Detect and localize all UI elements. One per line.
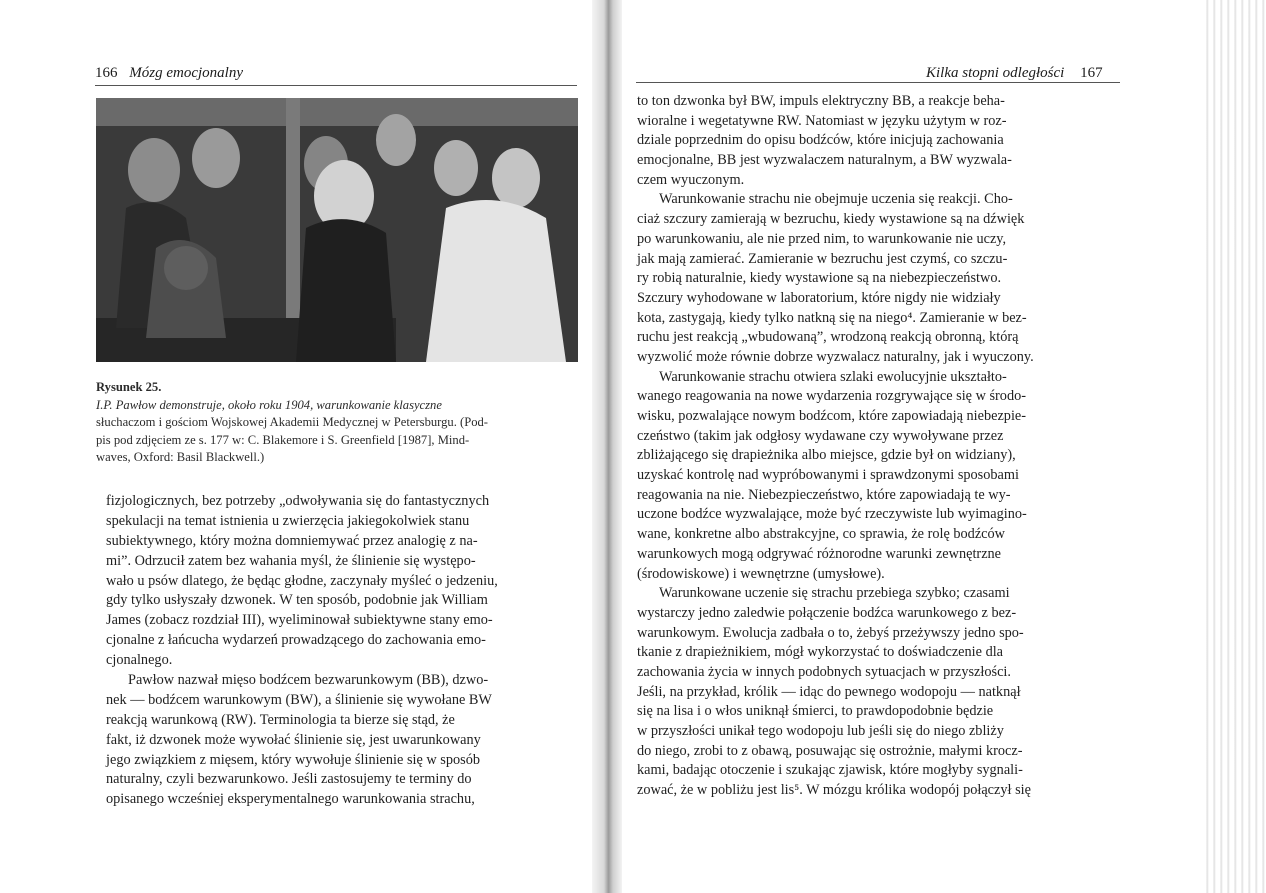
right-running-title: Kilka stopni odległości [926,65,1065,81]
caption-line: I.P. Pawłow demonstruje, około roku 1904, warunkowanie klasyczne [96,397,442,412]
text-line: kota, zastygają, kiedy tylko natkną się na niego⁴. Zamieranie w bez- [637,309,1027,326]
right-running-head [926,64,1103,82]
text-line: po warunkowaniu, ale nie przed nim, to warunkowanie nie uczy, [637,230,1007,247]
text-line: naturalny, czyli bezwarunkowo. Jeśli zastosujemy te terminy do [106,771,472,788]
left-header-rule [95,85,577,86]
text-line: do niego, zrobi to z obawą, posuwając się ostrożnie, małymi krocz- [637,742,1023,759]
book-gutter [592,0,622,893]
caption-line: waves, Oxford: Basil Blackwell.) [96,450,265,464]
text-line: Pawłow nazwał mięso bodźcem bezwarunkowym (BB), dzwo- [128,672,489,689]
text-line: warunkowych mogą odgrywać różnorodne warunki zewnętrzne [637,545,1002,562]
right-body-text [637,92,1122,801]
text-line: jego związkiem z mięsem, który wywołuje ślinienie się w sposób [106,751,481,768]
figure-caption [96,379,578,467]
text-line: czeństwo (takim jak odgłosy wydawane czy wywoływane przez [637,427,1004,444]
text-line: emocjonalne, BB jest wyzwalaczem naturalnym, a BW wyzwala- [637,152,1012,169]
text-line: jak mają zamierać. Zamieranie w bezruchu jest czymś, co szczu- [637,250,1008,267]
right-header-rule [636,82,1120,83]
text-line: czem wyuczonym. [637,171,745,188]
caption-line: pis pod zdjęciem ze s. 177 w: C. Blakemore i S. Greenfield [1987], Mind- [96,432,470,447]
right-page-number: 167 [1080,65,1103,81]
text-line: James (zobacz rozdział III), wyeliminował subiektywne stany emo- [106,612,493,629]
text-line: wystarczy jedno zaledwie połączenie bodźca warunkowego z bez- [637,604,1017,621]
text-line: spekulacji na temat istnienia u zwierzęcia jakiegokolwiek stanu [106,512,470,529]
text-line: nek — bodźcem warunkowym (BW), a ślinienie się wywołane BW [106,691,492,708]
text-line: Warunkowanie strachu nie obejmuje uczenia się reakcji. Cho- [659,191,1013,208]
pavlov-photograph [96,98,578,362]
left-body-text [106,492,584,810]
text-line: reakcją warunkową (RW). Terminologia ta bierze się stąd, że [106,711,455,728]
text-line: uczone bodźce wyzwalające, może być rzeczywiste lub wyimagino- [637,506,1027,523]
text-line: warunkowym. Ewolucja zadbała o to, żebyś przeżywszy jedno spo- [637,624,1024,641]
left-page-number: 166 [95,65,118,81]
text-line: wało u psów dlatego, że będąc głodne, zaczynały myśleć o jedzeniu, [106,572,498,589]
text-line: uzyskać kontrolę nad wypróbowanymi i sprawdzonymi sposobami [637,467,1019,484]
text-line: mi”. Odrzucił zatem bez wahania myśl, że ślinienie się występo- [106,552,476,569]
text-line: zachowania życia w innych podobnych sytuacjach w przyszłości. [637,663,1011,680]
text-line: wane, konkretne albo abstrakcyjne, co sprawia, że rolę bodźców [637,526,1005,543]
text-line: ry robią naturalnie, kiedy wystawione są na niebezpieczeństwo. [637,270,1002,287]
text-line: opisanego wcześniej eksperymentalnego warunkowania strachu, [106,791,475,808]
text-line: to ton dzwonka był BW, impuls elektryczny BB, a reakcje beha- [637,93,1005,109]
left-running-title: Mózg emocjonalny [129,65,243,81]
text-line: ruchu jest reakcją „wbudowaną”, wrodzoną reakcją obronną, którą [637,329,1019,346]
text-line: Warunkowane uczenie się strachu przebiega szybko; czasami [659,585,1010,602]
text-line: wyzwolić może równie dobrze wyzwalacz naturalny, jak i wyuczony. [637,348,1034,365]
text-line: Jeśli, na przykład, królik — idąc do pewnego wodopoju — natknął [637,683,1021,700]
text-line: w przyszłości unikał tego wodopoju lub jeśli się do niego zbliży [637,723,1004,739]
text-line: się na lisa i o włos uniknął śmierci, to prawdopodobnie będzie [637,703,994,720]
text-line: subiektywnego, który można domniemywać przez analogię z na- [106,532,478,549]
page-edges [1202,0,1266,893]
text-line: wisku, pozwalające nowym bodźcom, które zapowiadają niebezpie- [637,408,1027,424]
text-line: gdy tylko usłyszały dzwonek. W ten sposób, podobnie jak William [106,592,488,609]
text-line: (środowiskowe) i wewnętrzne (umysłowe). [637,565,885,582]
text-line: cjonalne z łańcucha wydarzeń prowadzącego do zachowania emo- [106,632,486,649]
text-line: tkanie z drapieżnikiem, mógł wykorzystać to doświadczenie dla [637,644,1004,661]
text-line: fizjologicznych, bez potrzeby „odwoływania się do fantastycznych [106,493,490,509]
caption-line: słuchaczom i gościom Wojskowej Akademii Medycznej w Petersburgu. (Pod- [96,415,489,429]
figure-label: Rysunek 25. [96,380,162,394]
text-line: fakt, iż dzwonek może wywołać ślinienie się, jest uwarunkowany [106,731,481,748]
text-line: Warunkowanie strachu otwiera szlaki ewolucyjnie ukształto- [659,368,1007,385]
text-line: wioralne i wegetatywne RW. Natomiast w języku użytym w roz- [637,112,1007,129]
text-line: kami, badając otoczenie i szukając zjawisk, które mogłyby sygnali- [637,762,1023,779]
photo-illustration [96,98,578,362]
text-line: cjonalnego. [106,652,173,669]
text-line: dziale poprzednim do opisu bodźców, które inicjują zachowania [637,132,1004,149]
text-line: ciaż szczury zamierają w bezruchu, kiedy wystawione są na dźwięk [637,211,1025,228]
text-line: zbliżającego się drapieżnika albo miejsce, gdzie był on widziany), [637,447,1016,464]
left-running-head [95,64,243,82]
text-line: reagowania na nie. Niebezpieczeństwo, które zapowiadają te wy- [637,486,1011,503]
text-line: wanego reagowania na nowe wydarzenia rozgrywające się w środo- [637,388,1027,405]
text-line: Szczury wyhodowane w laboratorium, które nigdy nie widziały [637,289,1001,306]
text-line: zować, że w pobliżu jest lis⁵. W mózgu królika wodopój połączył się [637,782,1031,799]
